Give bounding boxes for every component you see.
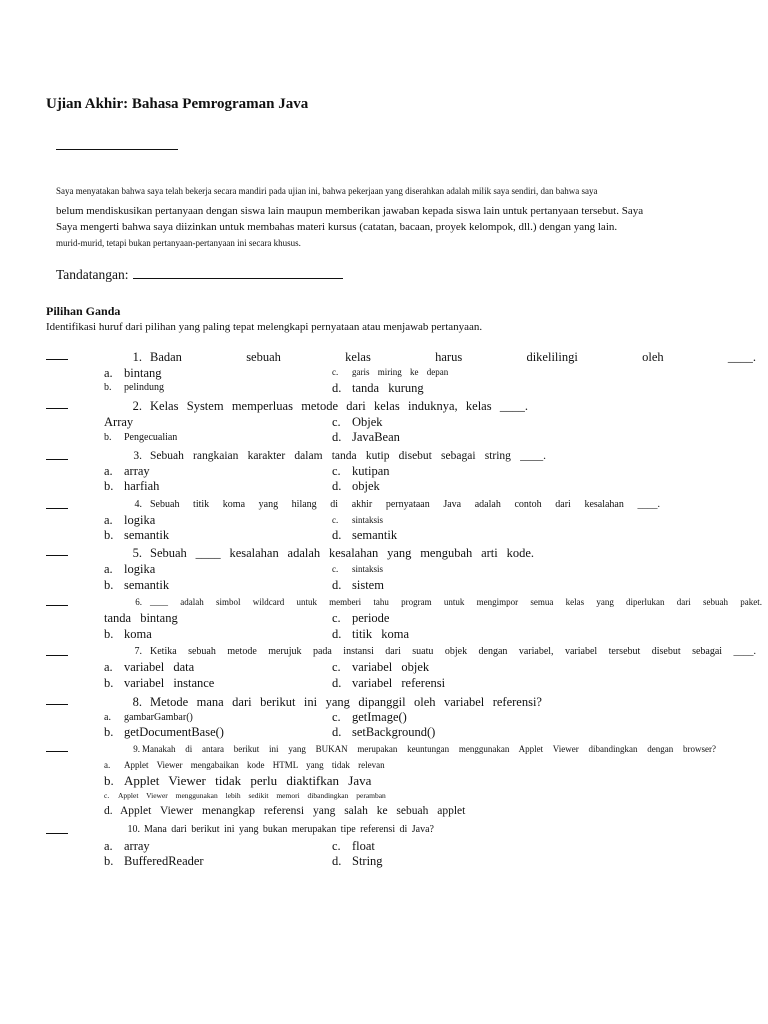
question-number: 6. — [135, 597, 142, 607]
answer-blank[interactable] — [46, 408, 68, 409]
answer-blank[interactable] — [46, 508, 68, 509]
option-a: Array — [104, 415, 134, 429]
question-number: 3. — [133, 450, 142, 462]
option-b: b. Applet Viewer tidak perlu diaktifkan Java — [104, 773, 372, 788]
answer-blank[interactable] — [46, 605, 68, 606]
option-a: a. gambarGambar() — [104, 712, 193, 723]
option-d: d. Applet Viewer menangkap referensi yang salah ke sebuah applet — [104, 805, 466, 817]
answer-blank[interactable] — [46, 359, 68, 360]
question-stem: Metode mana dari berikut ini yang dipanggil oleh variabel referensi? — [150, 695, 542, 709]
option-b: b. variabel instance — [104, 676, 215, 690]
option-a: a. logika — [104, 513, 156, 527]
option-a: a. logika — [104, 562, 156, 576]
signature-row — [56, 266, 343, 283]
option-b: b. semantik — [104, 528, 170, 542]
declaration-line-1: Saya menyatakan bahwa saya telah bekerja secara mandiri pada ujian ini, bahwa pekerjaan yang diserahkan adalah milik saya sendiri, dan bahwa saya — [56, 186, 598, 196]
option-c: c. periode — [332, 611, 390, 625]
option-c: c. Objek — [332, 415, 383, 429]
section-instruction: Identifikasi huruf dari pilihan yang paling tepat melengkapi pernyataan atau menjawab pertanyaan. — [46, 321, 483, 333]
option-b: b. Pengecualian — [104, 432, 178, 443]
question-number: 9. — [133, 744, 140, 754]
answer-blank[interactable] — [46, 655, 68, 656]
option-a: a. Applet Viewer mengabaikan kode HTML yang tidak relevan — [104, 760, 385, 770]
option-d: d. objek — [332, 479, 380, 493]
option-a: a. array — [104, 464, 150, 478]
option-b: b. harfiah — [104, 479, 160, 493]
option-c: c. sintaksis — [332, 515, 384, 525]
answer-blank[interactable] — [46, 704, 68, 705]
option-d: d. tanda kurung — [332, 381, 424, 395]
option-b: b. koma — [104, 627, 152, 641]
section-title: Pilihan Ganda — [46, 304, 121, 318]
option-b: b. semantik — [104, 578, 170, 592]
question-number: 10. — [127, 824, 140, 835]
option-d: d. setBackground() — [332, 725, 436, 739]
declaration-line-3: Saya mengerti bahwa saya diizinkan untuk membahas materi kursus (catatan, bacaan, proyek kelompok, dll.) dengan yang lain. — [56, 221, 618, 233]
option-c: c. garis miring ke depan — [332, 367, 449, 377]
question-number: 7. — [134, 646, 142, 657]
option-d: d. String — [332, 854, 383, 868]
question-stem: Kelas System memperluas metode dari kelas induknya, kelas ____. — [150, 399, 528, 413]
question-number: 1. — [132, 350, 142, 364]
option-c: c. kutipan — [332, 464, 390, 478]
option-b: b. BufferedReader — [104, 854, 204, 868]
option-c: c. sintaksis — [332, 564, 384, 574]
signature-line — [133, 266, 343, 279]
option-c: c. float — [332, 839, 375, 853]
option-d: d. semantik — [332, 528, 398, 542]
question-stem: Badan sebuah kelas harus dikelilingi oleh ____. — [150, 350, 756, 364]
question-stem: Sebuah titik koma yang hilang di akhir pernyataan Java adalah contoh dari kesalahan ____. — [150, 499, 660, 510]
signature-label: Tandatangan: — [56, 267, 129, 282]
question-number: 2. — [132, 399, 142, 413]
name-blank-line — [56, 135, 178, 150]
option-a: a. bintang — [104, 366, 162, 380]
question-stem: ____ adalah simbol wildcard untuk memberi tahu program untuk mengimpor semua kelas yang diperlukan dari sebuah paket. — [150, 597, 762, 607]
question-number: 4. — [134, 499, 142, 510]
question-stem: Ketika sebuah metode merujuk pada instansi dari suatu objek dengan variabel, variabel tersebut disebut sebagai ____. — [150, 646, 756, 657]
answer-blank[interactable] — [46, 555, 68, 556]
declaration-line-2: belum mendiskusikan pertanyaan dengan siswa lain maupun memberikan jawaban kepada siswa lain untuk pertanyaan tersebut. Saya — [56, 205, 644, 217]
option-c: c. getImage() — [332, 710, 407, 724]
option-d: d. JavaBean — [332, 430, 400, 444]
option-d: d. variabel referensi — [332, 676, 446, 690]
answer-blank[interactable] — [46, 833, 68, 834]
answer-blank[interactable] — [46, 459, 68, 460]
option-a: a. array — [104, 839, 150, 853]
option-d: d. titik koma — [332, 627, 410, 641]
declaration-line-4: murid-murid, tetapi bukan pertanyaan-pertanyaan ini secara khusus. — [56, 238, 301, 248]
exam-title: Ujian Akhir: Bahasa Pemrograman Java — [46, 96, 309, 112]
question-stem: Sebuah ____ kesalahan adalah kesalahan yang mengubah arti kode. — [150, 546, 534, 560]
question-stem: Mana dari berikut ini yang bukan merupakan tipe referensi di Java? — [144, 824, 434, 835]
question-number: 5. — [132, 546, 142, 560]
option-a: a. variabel data — [104, 660, 195, 674]
answer-blank[interactable] — [46, 751, 68, 752]
question-number: 8. — [132, 695, 142, 709]
option-c: c. variabel objek — [332, 660, 430, 674]
option-c: c. Applet Viewer menggunakan lebih sedikit memori dibandingkan peramban — [104, 791, 386, 800]
option-a: tanda bintang — [104, 611, 178, 625]
option-b: b. getDocumentBase() — [104, 725, 224, 739]
option-b: b. pelindung — [104, 382, 164, 393]
option-d: d. sistem — [332, 578, 384, 592]
question-stem: Sebuah rangkaian karakter dalam tanda kutip disebut sebagai string ____. — [150, 450, 546, 462]
question-stem: Manakah di antara berikut ini yang BUKAN merupakan keuntungan menggunakan Applet Viewer dibandingkan dengan browser? — [142, 744, 716, 754]
